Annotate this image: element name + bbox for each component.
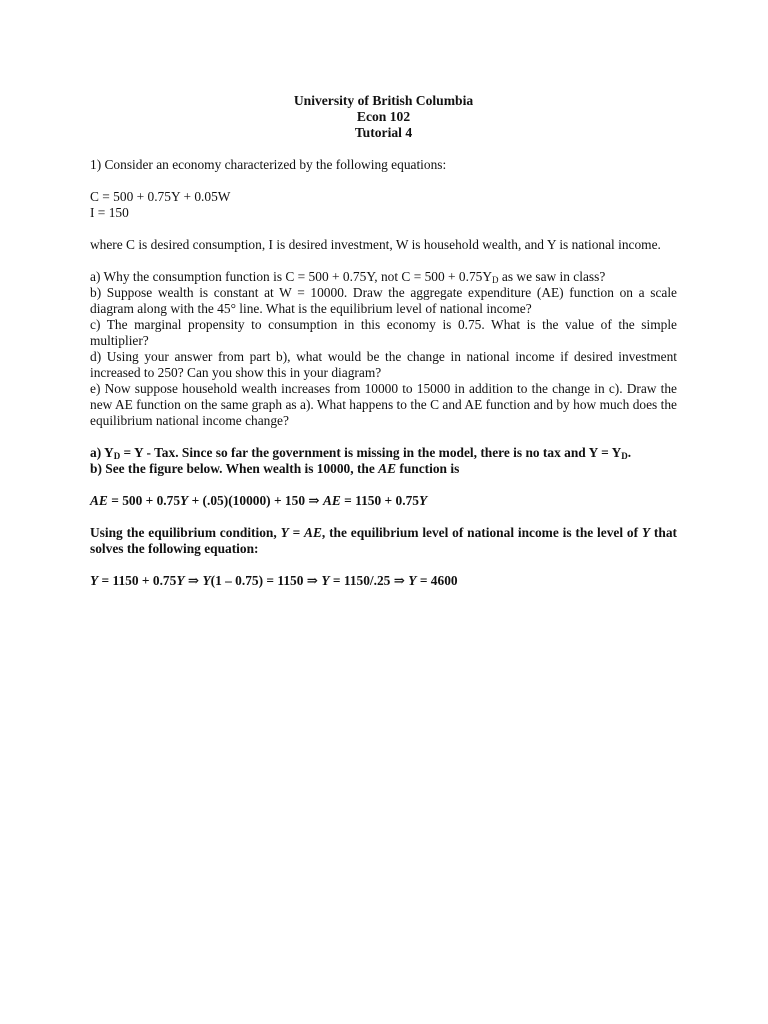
- variable-definitions: where C is desired consumption, I is desired investment, W is household wealth, and Y is national income.: [90, 237, 661, 252]
- question-intro: 1) Consider an economy characterized by the following equations:: [90, 157, 447, 172]
- document-page: [90, 93, 677, 589]
- course-title: Econ 102: [356, 109, 411, 124]
- university-title: University of British Columbia: [293, 93, 474, 108]
- equilibrium-solution: Y = 1150 + 0.75Y ⇒ Y(1 – 0.75) = 1150 ⇒ Y = 1150/.25 ⇒ Y = 4600: [90, 573, 458, 588]
- answer-part-a: a) $Y_D = Y$ - Tax. Since so far the government is missing in the model, there is no tax and $Y = Y_D$.: [90, 445, 632, 461]
- question-part-c: c) The marginal propensity to consumption in this economy is 0.75. What is the value of the simple multiplier?: [90, 317, 677, 348]
- question-part-b: b) Suppose wealth is constant at W = 10000. Draw the aggregate expenditure (AE) function on a scale diagram along with the 45° line. What is the equilibrium level of national income?: [90, 285, 677, 316]
- document-header: [90, 93, 677, 141]
- answer-part-b: b) See the figure below. When wealth is 10000, the AE function is: [90, 461, 460, 476]
- investment-equation: I = 150: [90, 205, 129, 220]
- equilibrium-condition: Using the equilibrium condition, Y = AE, the equilibrium level of national income is the level of Y that solves the following equation:: [90, 525, 677, 556]
- ae-equation: AE = 500 + 0.75Y + (.05)(10000) + 150 ⇒ AE = 1150 + 0.75Y: [90, 493, 428, 508]
- consumption-equation: C = 500 + 0.75Y + 0.05W: [90, 189, 231, 204]
- tutorial-title: Tutorial 4: [354, 125, 413, 140]
- question-part-a: a) Why the consumption function is C = 500 + 0.75Y, not $C = 500 + 0.75Y_D$ as we saw in class?: [90, 269, 606, 285]
- question-part-d: d) Using your answer from part b), what would be the change in national income if desired investment increased to 250? Can you show this in your diagram?: [90, 349, 677, 380]
- question-part-e: e) Now suppose household wealth increases from 10000 to 15000 in addition to the change in c). Draw the new AE function on the same graph as a). What happens to the C and AE function and by how much does the equilibrium national income change?: [90, 381, 677, 428]
